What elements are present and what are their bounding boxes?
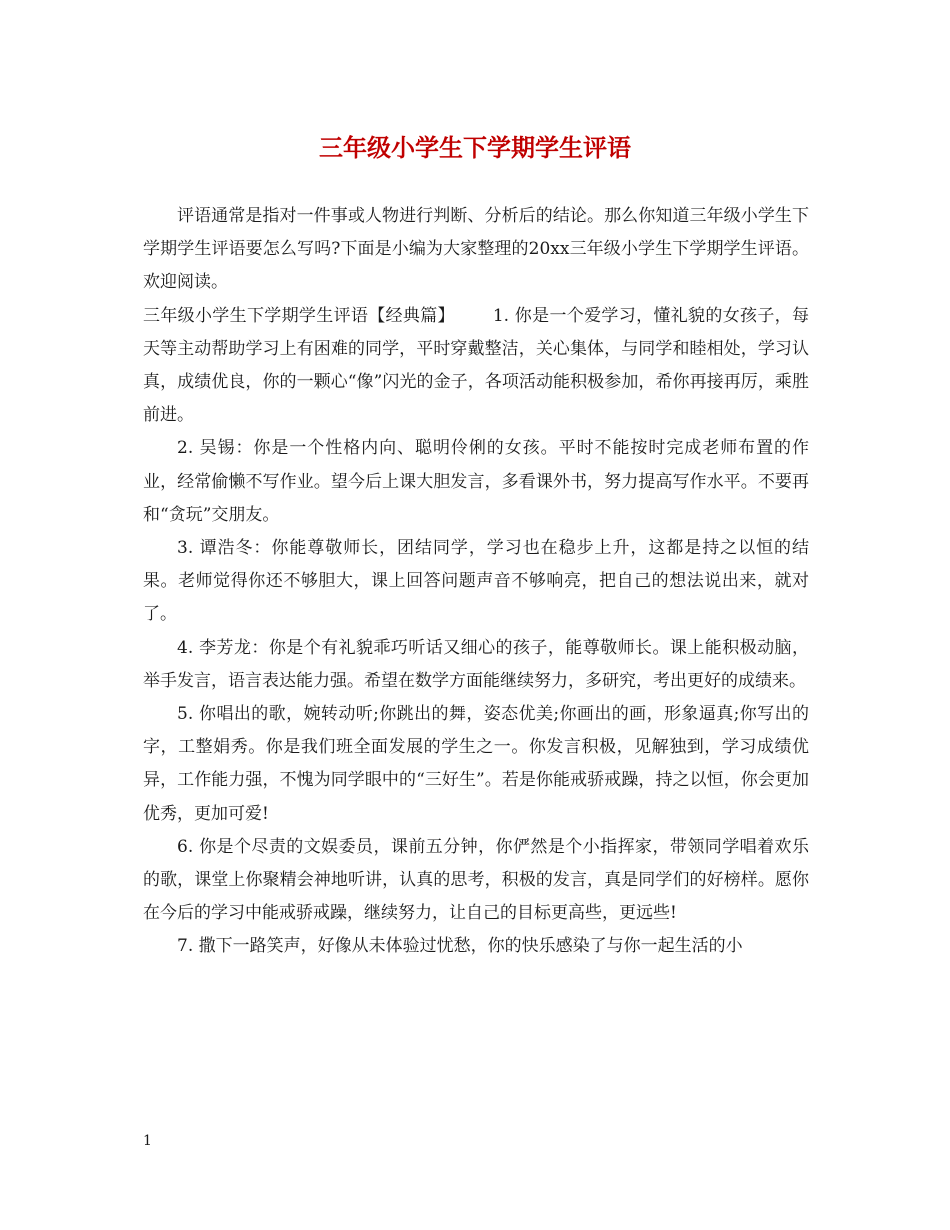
comment-item-6: 6. 你是个尽责的文娱委员，课前五分钟，你俨然是个小指挥家，带领同学唱着欢乐的歌，课堂上你聚精会神地听讲，认真的思考，积极的发言，真是同学们的好榜样。愿你在今后的学习中能戒骄戒躁，继续努力，让自己的目标更高些，更远些! [143, 836, 809, 924]
comment-item-7: 7. 撒下一路笑声，好像从未体验过忧愁，你的快乐感染了与你一起生活的小 [177, 936, 743, 957]
document-title: 三年级小学生下学期学生评语 [319, 134, 631, 162]
comment-item-2: 2. 吴锡：你是一个性格内向、聪明伶俐的女孩。平时不能按时完成老师布置的作业，经常偷懒不写作业。望今后上课大胆发言，多看课外书，努力提高写作水平。不要再和“贪玩”交朋友。 [143, 438, 809, 525]
page-number: 1 [143, 1133, 152, 1149]
comment-item-1: 1. 你是一个爱学习，懂礼貌的女孩子，每天等主动帮助学习上有困难的同学，平时穿戴整洁，关心集体，与同学和睦相处，学习认真，成绩优良，你的一颗心“像”闪光的金子，各项活动能积极参加，希你再接再厉，乘胜前进。 [143, 305, 810, 426]
comment-item-4: 4. 李芳龙：你是个有礼貌乖巧听话又细心的孩子，能尊敬师长。课上能积极动脑，举手发言，语言表达能力强。希望在数学方面能继续努力，多研究，考出更好的成绩来。 [143, 637, 809, 691]
section-paragraph [143, 300, 809, 433]
document-body [143, 200, 809, 964]
comment-item-5: 5. 你唱出的歌，婉转动听;你跳出的舞，姿态优美;你画出的画，形象逼真;你写出的字，工整娟秀。你是我们班全面发展的学生之一。你发言积极，见解独到，学习成绩优异，工作能力强，不愧为同学眼中的“三好生”。若是你能戒骄戒躁，持之以恒，你会更加优秀，更加可爱! [143, 704, 809, 824]
comment-item-3: 3. 谭浩冬：你能尊敬师长，团结同学，学习也在稳步上升，这都是持之以恒的结果。老师觉得你还不够胆大，课上回答问题声音不够响亮，把自己的想法说出来，就对了。 [143, 538, 809, 625]
intro-paragraph: 评语通常是指对一件事或人物进行判断、分析后的结论。那么你知道三年级小学生下学期学生评语要怎么写吗?下面是小编为大家整理的20xx三年级小学生下学期学生评语。欢迎阅读。 [143, 206, 809, 293]
section-heading: 三年级小学生下学期学生评语【经典篇】 [143, 305, 455, 326]
